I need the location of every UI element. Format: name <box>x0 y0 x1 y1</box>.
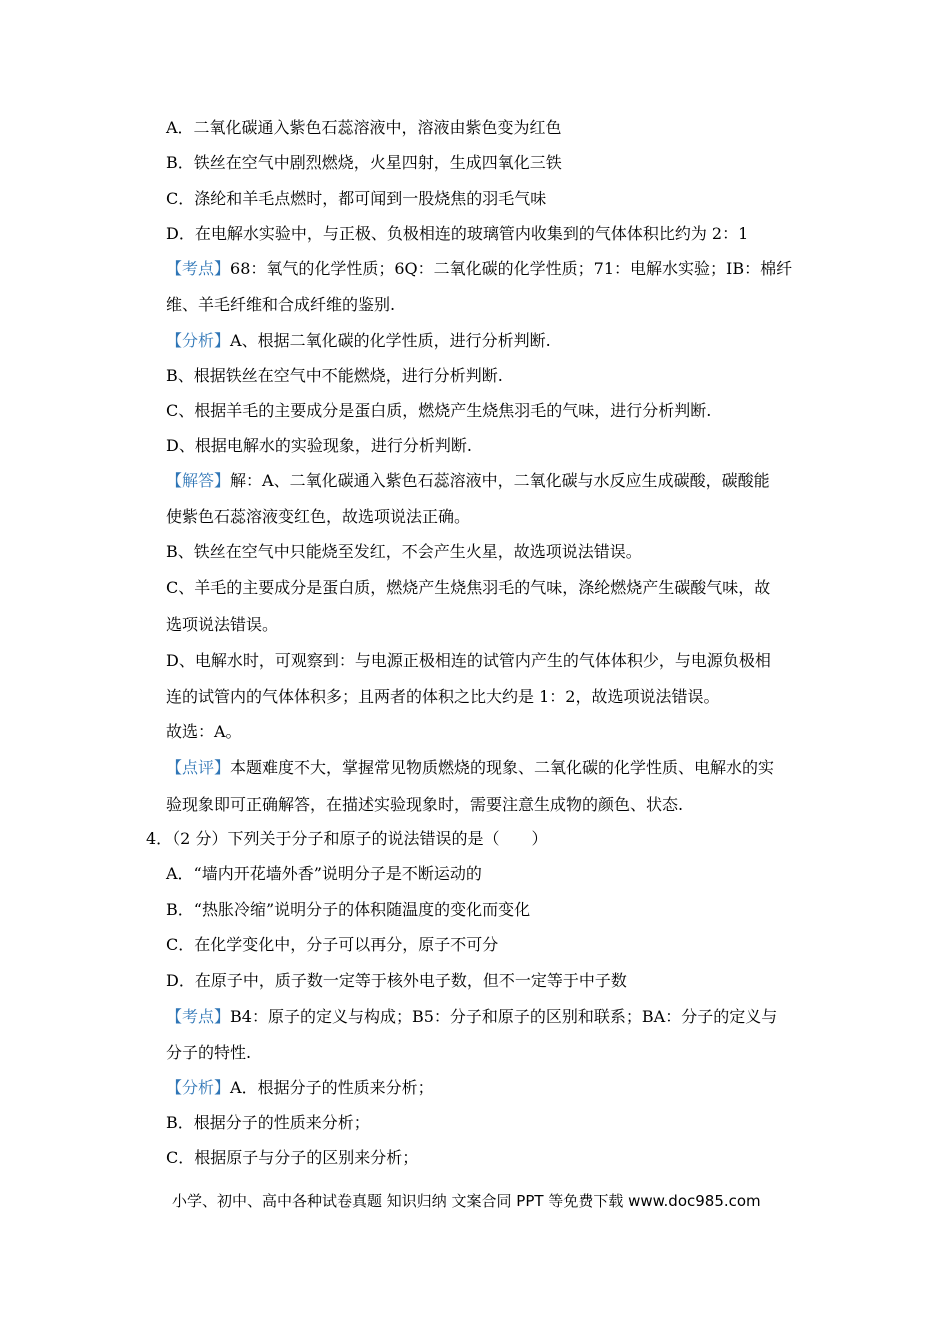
kaodian-tag: 【考点】 <box>166 1007 231 1026</box>
q3-jieda-line2: 使紫色石蕊溶液变红色，故选项说法正确。 <box>166 507 471 526</box>
kaodian-tag: 【考点】 <box>166 259 231 278</box>
q3-dianping-text: 本题难度不大，掌握常见物质燃烧的现象、二氧化碳的化学性质、电解水的实 <box>230 758 775 777</box>
q4-fenxi <box>166 1077 434 1099</box>
q4-kaodian-cont: 分子的特性. <box>166 1043 252 1062</box>
q4-kaodian <box>166 1006 777 1028</box>
q3-jieda-line6: D、电解水时，可观察到：与电源正极相连的试管内产生的气体体积少，与电源负极相 <box>166 651 771 670</box>
q3-option-b: B．铁丝在空气中剧烈燃烧，火星四射，生成四氧化三铁 <box>166 153 562 172</box>
q3-kaodian-cont: 维、羊毛纤维和合成纤维的鉴别. <box>166 295 396 314</box>
dianping-tag: 【点评】 <box>166 758 231 777</box>
q4-option-b: B．“热胀冷缩”说明分子的体积随温度的变化而变化 <box>166 900 531 919</box>
q4-fenxi-line3: C．根据原子与分子的区别来分析； <box>166 1148 419 1167</box>
q3-jieda-line3: B、铁丝在空气中只能烧至发红，不会产生火星，故选项说法错误。 <box>166 542 642 561</box>
q3-jieda-line4: C、羊毛的主要成分是蛋白质，燃烧产生烧焦羽毛的气味，涤纶燃烧产生碳酸气味，故 <box>166 578 771 597</box>
q3-fenxi-text: A、根据二氧化碳的化学性质，进行分析判断. <box>230 331 551 350</box>
q3-dianping-line2: 验现象即可正确解答，在描述实验现象时，需要注意生成物的颜色、状态. <box>166 795 684 814</box>
q4-fenxi-text: A．根据分子的性质来分析； <box>230 1078 434 1097</box>
q3-kaodian <box>166 258 792 280</box>
q3-jieda <box>166 470 770 492</box>
q3-fenxi-line4: D、根据电解水的实验现象，进行分析判断. <box>166 436 472 455</box>
q4-fenxi-line2: B．根据分子的性质来分析； <box>166 1113 370 1132</box>
q4-option-a: A．“墙内开花墙外香”说明分子是不断运动的 <box>166 864 482 883</box>
q3-option-a: A．二氧化碳通入紫色石蕊溶液中，溶液由紫色变为红色 <box>166 118 562 137</box>
fenxi-tag: 【分析】 <box>166 331 231 350</box>
q3-kaodian-text: 68：氧气的化学性质；6Q：二氧化碳的化学性质；71：电解水实验；IB：棉纤 <box>230 259 793 278</box>
q3-option-d: D．在电解水实验中，与正极、负极相连的玻璃管内收集到的气体体积比约为 2：1 <box>166 224 749 243</box>
q4-stem: 4．（2 分）下列关于分子和原子的说法错误的是（ ） <box>146 829 548 848</box>
q3-option-c: C．涤纶和羊毛点燃时，都可闻到一股烧焦的羽毛气味 <box>166 189 547 208</box>
page-footer: 小学、初中、高中各种试卷真题 知识归纳 文案合同 PPT 等免费下载 www.doc985.com <box>172 1192 761 1210</box>
q4-kaodian-text: B4：原子的定义与构成；B5：分子和原子的区别和联系；BA：分子的定义与 <box>230 1007 778 1026</box>
q3-fenxi-line3: C、根据羊毛的主要成分是蛋白质，燃烧产生烧焦羽毛的气味，进行分析判断. <box>166 401 712 420</box>
jieda-tag: 【解答】 <box>166 471 231 490</box>
q4-option-d: D．在原子中，质子数一定等于核外电子数，但不一定等于中子数 <box>166 971 627 990</box>
q3-jieda-text: 解：A、二氧化碳通入紫色石蕊溶液中，二氧化碳与水反应生成碳酸，碳酸能 <box>230 471 770 490</box>
q3-fenxi-line2: B、根据铁丝在空气中不能燃烧，进行分析判断. <box>166 366 503 385</box>
q3-jieda-line5: 选项说法错误。 <box>166 615 279 634</box>
fenxi-tag: 【分析】 <box>166 1078 231 1097</box>
q3-fenxi <box>166 330 551 352</box>
q4-option-c: C．在化学变化中，分子可以再分，原子不可分 <box>166 935 499 954</box>
q3-jieda-line7: 连的试管内的气体体积多；且两者的体积之比大约是 1：2，故选项说法错误。 <box>166 687 720 706</box>
q3-dianping <box>166 757 774 779</box>
q3-jieda-line8: 故选：A。 <box>166 722 242 741</box>
